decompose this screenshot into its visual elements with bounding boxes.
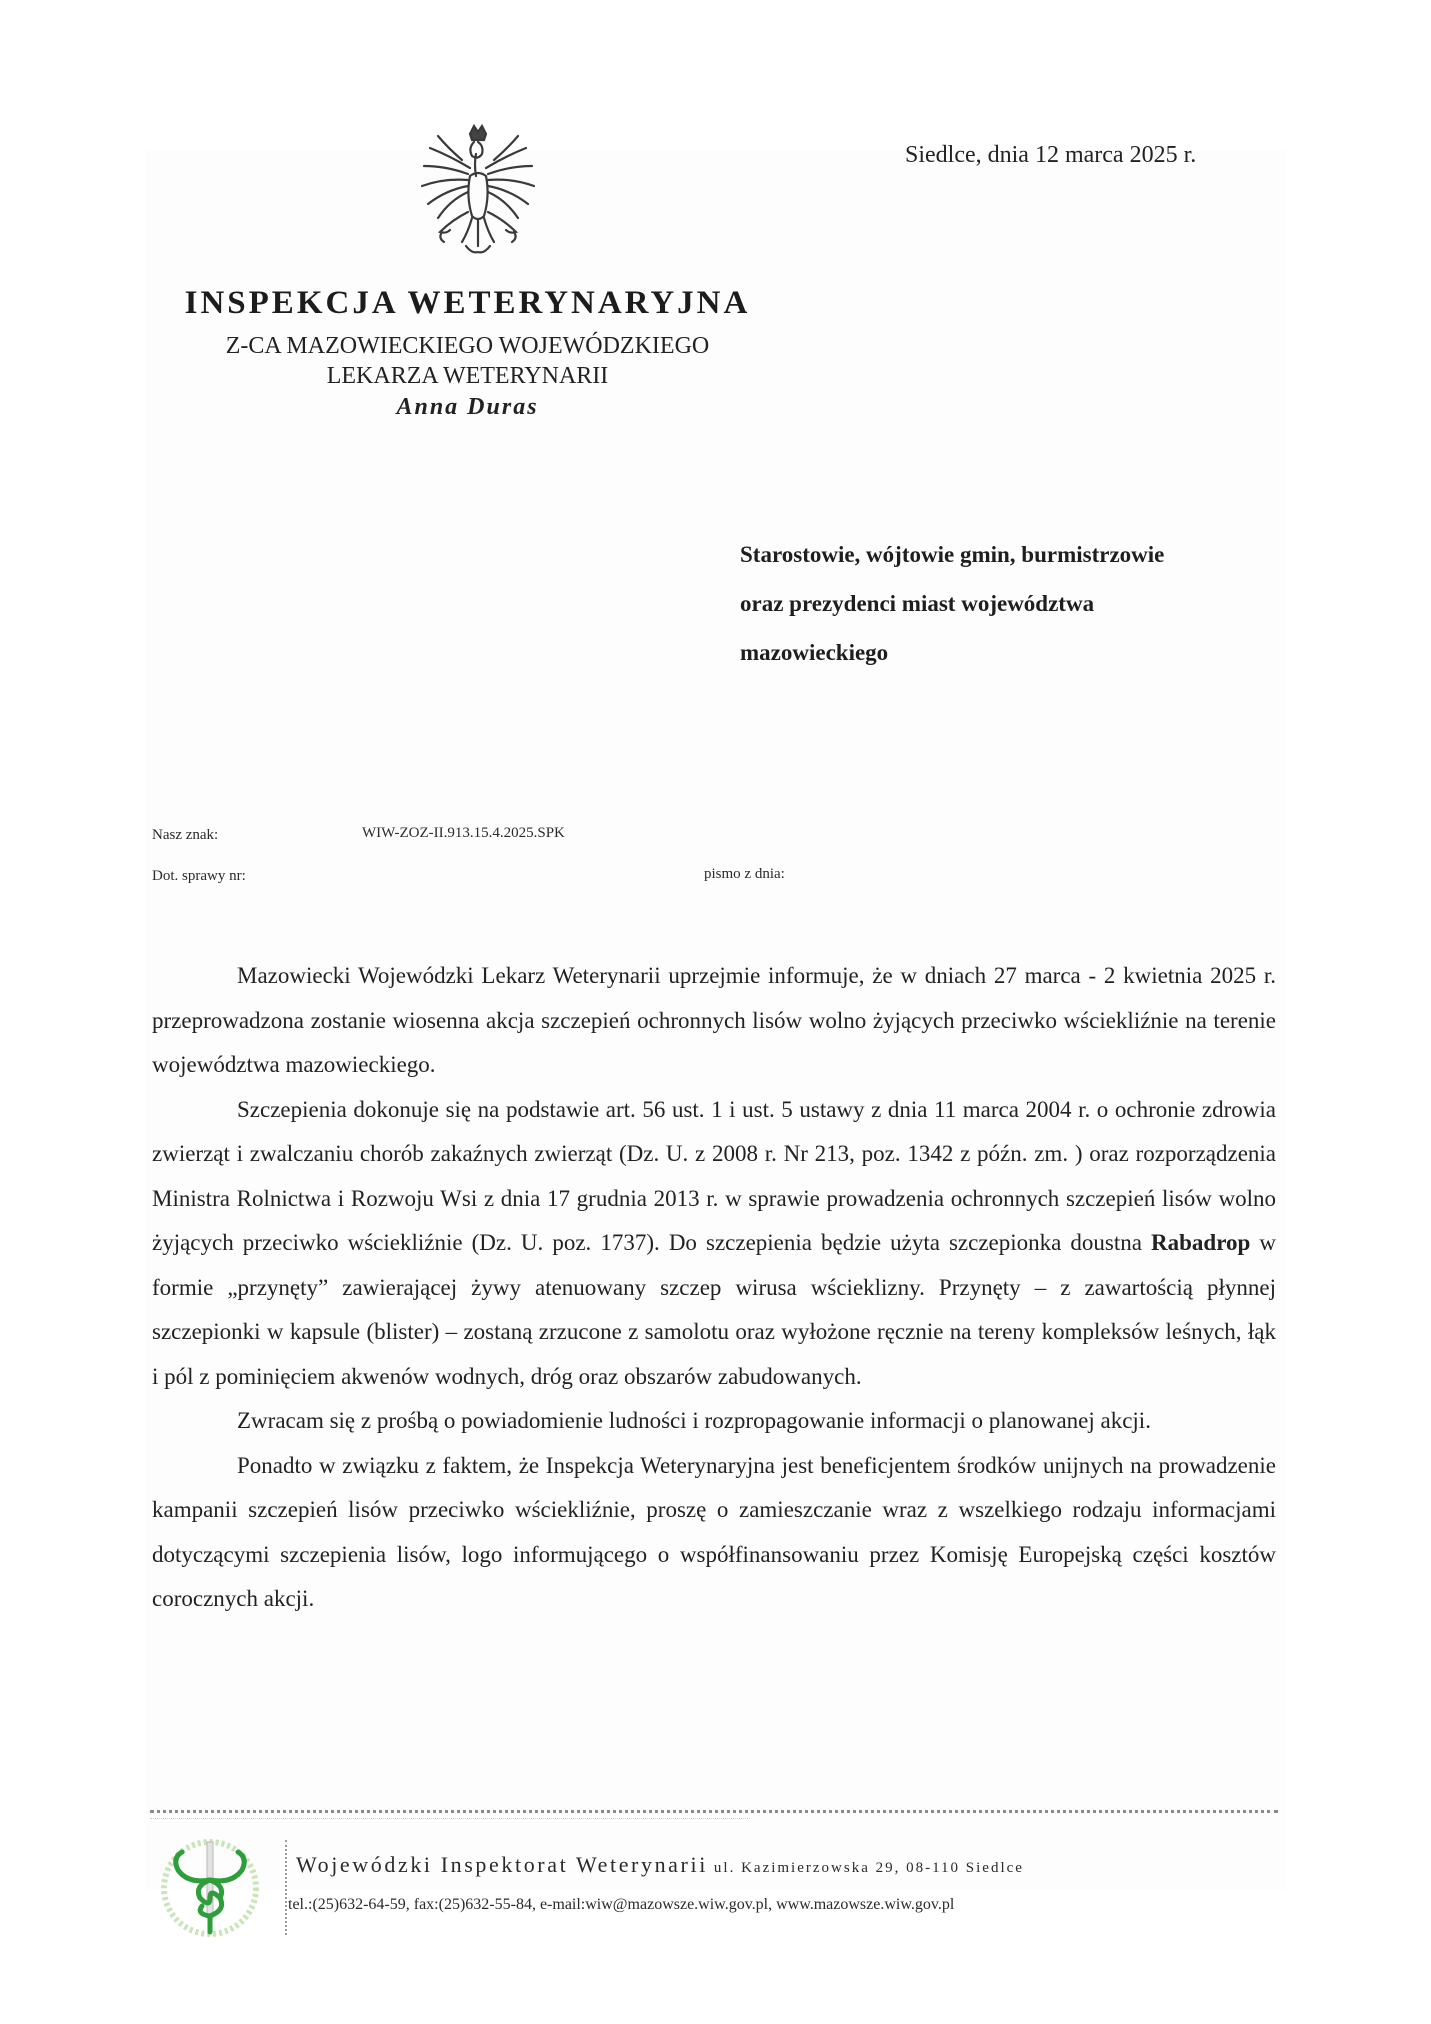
- paragraph-2-text-cont: w formie „przynęty” zawierającej żywy atenuowany szczep wirusa wścieklizny. Przynęty – z zawartością płynnej szczepionki w kapsule (blister) – zostaną zrzucone z samolotu oraz wyłożone ręcznie na tereny kompleksów leśnych, łąk i pól z pominięciem akwenów wodnych, dróg oraz obszarów zabudowanych.: [152, 1230, 1276, 1389]
- paragraph-1: Mazowiecki Wojewódzki Lekarz Weterynarii uprzejmie informuje, że w dniach 27 marca - 2 kwietnia 2025 r. przeprowadzona zostanie wiosenna akcja szczepień ochronnych lisów wolno żyjących przeciwko wściekliźnie na terenie województwa mazowieckiego.: [152, 963, 1276, 1077]
- institution-name: Wojewódzki Inspektorat Weterynarii: [296, 1852, 708, 1877]
- footer-separator: [285, 1840, 287, 1935]
- paragraph-3: Zwracam się z prośbą o powiadomienie ludności i rozpropagowanie informacji o planowanej akcji.: [237, 1408, 1151, 1433]
- org-title: INSPEKCJA WETERYNARYJNA: [184, 285, 751, 321]
- paragraph-2-text: Szczepienia dokonuje się na podstawie art. 56 ust. 1 i ust. 5 ustawy z dnia 11 marca 2004 r. o ochronie zdrowia zwierząt i zwalczaniu chorób zakaźnych zwierząt (Dz. U. z 2008 r. Nr 213, poz. 1342 z późn. zm. ) oraz rozporządzenia Ministra Rolnictwa i Rozwoju Wsi z dnia 17 grudnia 2013 r. w sprawie prowadzenia ochronnych szczepień lisów wolno żyjących przeciwko wściekliźnie (Dz. U. poz. 1737). Do szczepienia będzie użyta szczepionka doustna: [152, 1096, 1276, 1255]
- letterhead: [150, 283, 785, 423]
- letter-body: [152, 954, 1276, 1622]
- footer-divider: [150, 1810, 1278, 1813]
- addressee-block: [740, 530, 1280, 677]
- institution-address: ul. Kazimierzowska 29, 08-110 Siedlce: [713, 1860, 1024, 1876]
- polish-eagle-emblem-icon: [412, 120, 544, 266]
- place-date: Siedlce, dnia 12 marca 2025 r.: [905, 142, 1197, 168]
- footer-divider-faint: [150, 1818, 750, 1819]
- signatory-name: Anna Duras: [396, 394, 539, 420]
- case-number-label: Dot. sprawy nr:: [152, 868, 246, 884]
- footer-institution-line: [296, 1852, 1024, 1878]
- addressee-line: oraz prezydenci miast województwa: [740, 591, 1095, 616]
- position-line-2: LEKARZA WETERYNARII: [326, 363, 609, 389]
- position-line-1: Z-CA MAZOWIECKIEGO WOJEWÓDZKIEGO: [225, 333, 710, 359]
- vaccine-name: Rabadrop: [1151, 1230, 1251, 1255]
- letter-date-label: pismo z dnia:: [704, 866, 785, 882]
- paragraph-2: [152, 1088, 1276, 1400]
- our-sign-value: WIW-ZOZ-II.913.15.4.2025.SPK: [362, 825, 565, 841]
- paragraph-4: Ponadto w związku z faktem, że Inspekcja Weterynaryjna jest beneficjentem środków unijnych na prowadzenie kampanii szczepień lisów przeciwko wściekliźnie, proszę o zamieszczanie wraz z wszelkiego rodzaju informacjami dotyczącymi szczepienia lisów, logo informującego o współfinansowaniu przez Komisję Europejską części kosztów corocznych akcji.: [152, 1452, 1276, 1611]
- veterinary-caduceus-logo-icon: [152, 1834, 268, 1938]
- addressee-line: Starostowie, wójtowie gmin, burmistrzowie: [740, 542, 1165, 567]
- footer-contact: tel.:(25)632-64-59, fax:(25)632-55-84, e-mail:wiw@mazowsze.wiw.gov.pl, www.mazowsze.wiw.gov.pl: [288, 1896, 955, 1913]
- our-sign-label: Nasz znak:: [152, 827, 219, 843]
- addressee-line: mazowieckiego: [740, 640, 889, 665]
